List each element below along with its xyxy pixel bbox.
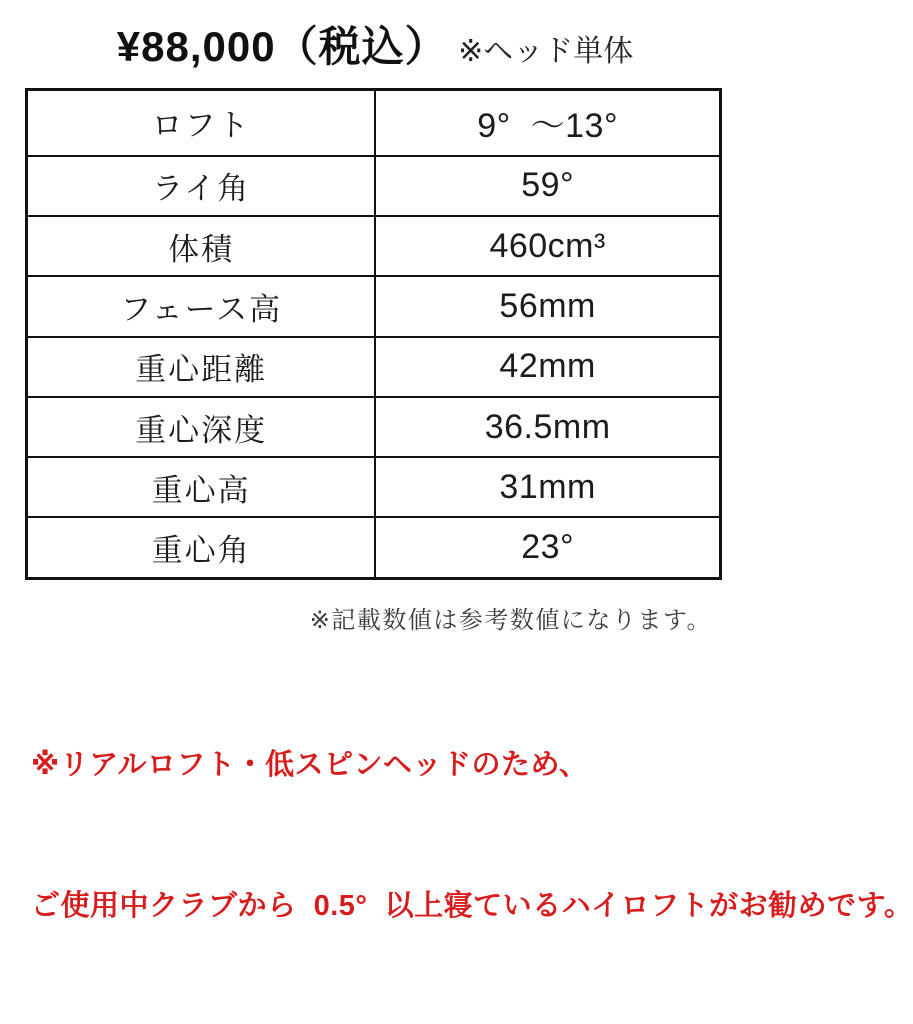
spec-row-volume (27, 216, 721, 276)
spec-label: 体積 (27, 216, 376, 276)
spec-value: 36.5mm (375, 397, 720, 457)
spec-row-cg-angle (27, 517, 721, 578)
spec-label: ライ角 (27, 156, 376, 216)
spec-value: 460cm³ (375, 216, 720, 276)
spec-row-face-height (27, 276, 721, 336)
spec-row-loft (27, 90, 721, 156)
spec-table (25, 88, 722, 580)
reference-footnote: ※記載数値は参考数値になります。 (309, 607, 712, 634)
spec-row-lie-angle (27, 156, 721, 216)
spec-row-cg-height (27, 457, 721, 517)
spec-value: 9° ～13° (375, 90, 720, 156)
spec-label: 重心距離 (27, 337, 376, 397)
spec-label: 重心角 (27, 517, 376, 578)
spec-label: 重心高 (27, 457, 376, 517)
warning-text (31, 648, 913, 1024)
spec-label: 重心深度 (27, 397, 376, 457)
spec-label: ロフト (27, 90, 376, 156)
price-amount: ¥88,000（税込） (116, 23, 448, 70)
spec-value: 23° (375, 517, 720, 578)
warning-line-1: ※リアルロフト・低スピンヘッドのため、 (31, 749, 589, 781)
head-only-note: ※ヘッド単体 (458, 35, 634, 68)
warning-line-2: ご使用中クラブから 0.5° 以上寝ているハイロフトがお勧めです。 (31, 890, 913, 922)
spec-value: 56mm (375, 276, 720, 336)
spec-label: フェース高 (27, 276, 376, 336)
spec-value: 59° (375, 156, 720, 216)
spec-row-cg-depth (27, 397, 721, 457)
spec-value: 31mm (375, 457, 720, 517)
price-title (0, 14, 750, 74)
spec-row-cg-distance (27, 337, 721, 397)
spec-value: 42mm (375, 337, 720, 397)
